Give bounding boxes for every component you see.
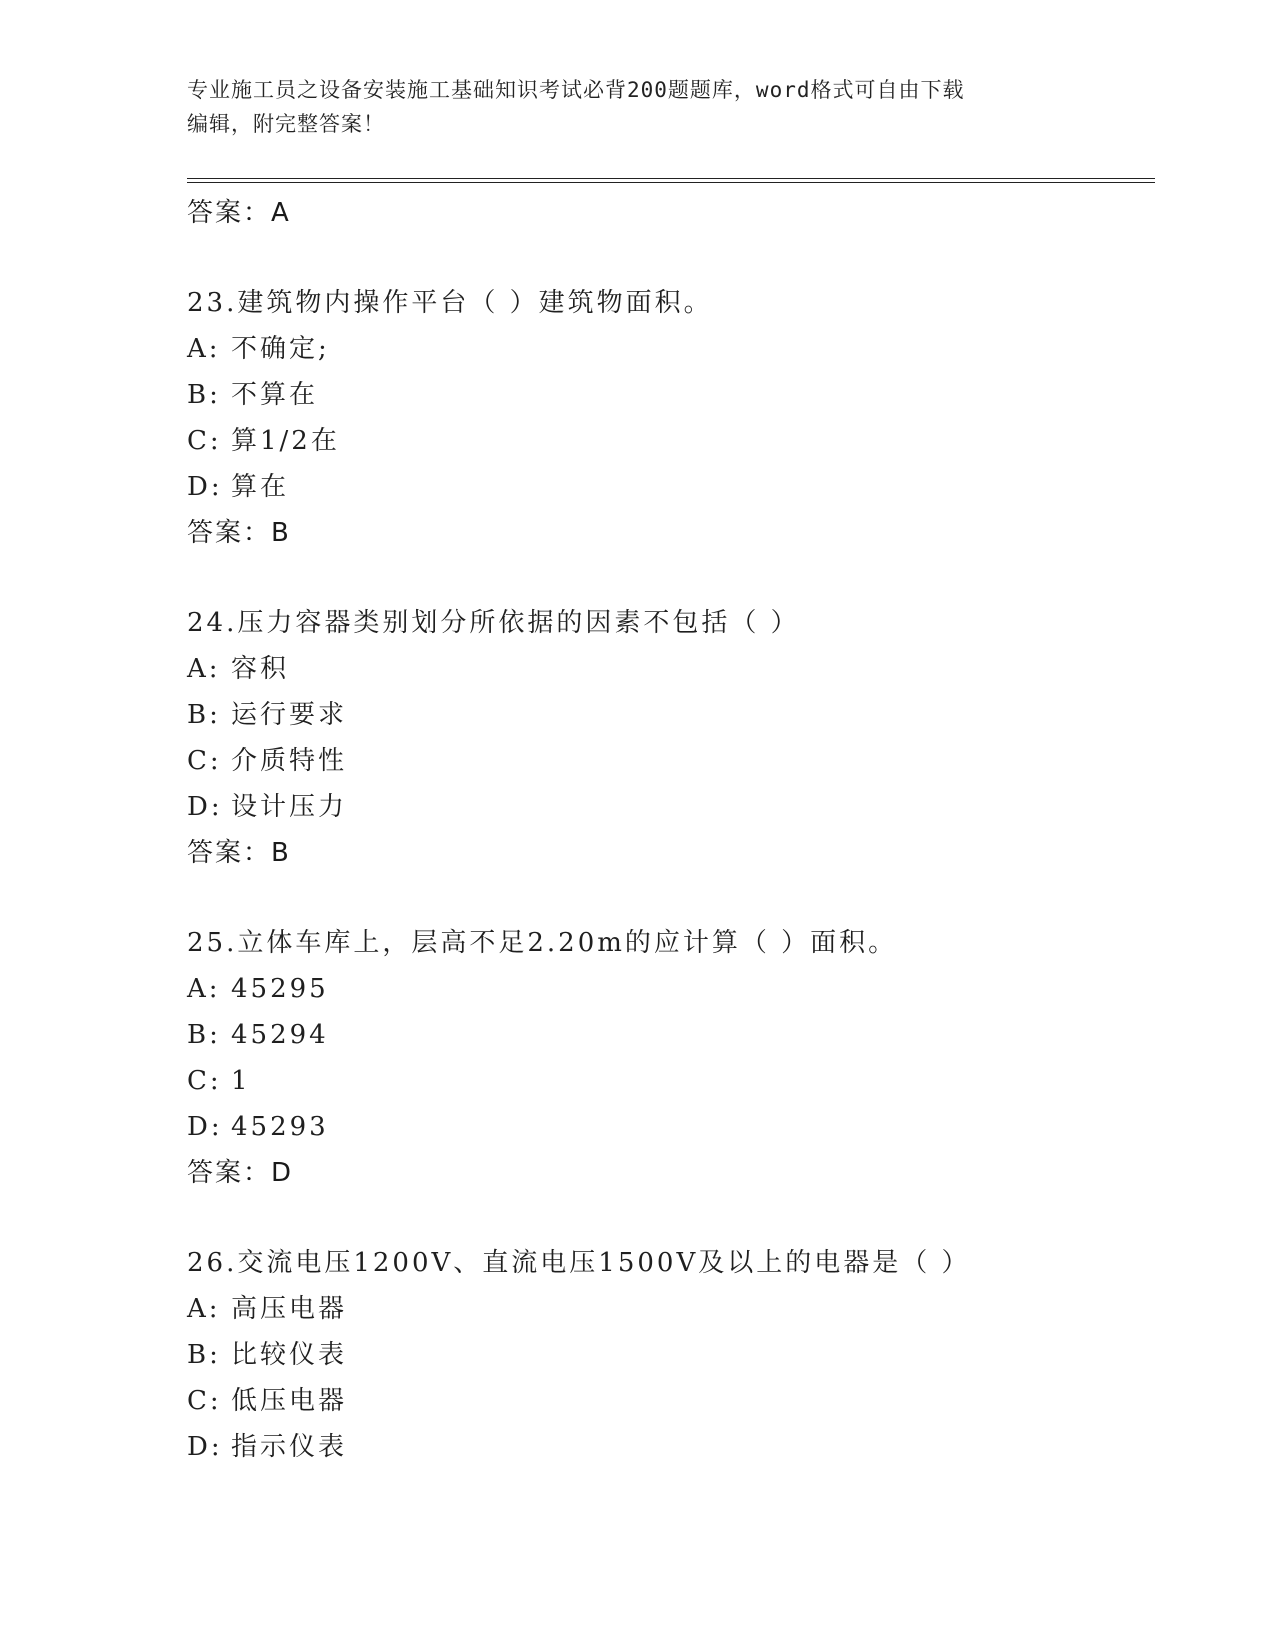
- option-a: [187, 1286, 1155, 1332]
- option-text: 设计压力: [231, 792, 348, 822]
- question-list: [187, 190, 1155, 1470]
- option-text: 45294: [231, 1020, 329, 1050]
- question-stem: 25.立体车库上，层高不足2.20m的应计算（ ）面积。: [187, 928, 898, 958]
- question-item: [187, 280, 1155, 556]
- question-item: [187, 1240, 1155, 1470]
- option-label: B:: [187, 1340, 221, 1370]
- option-label: C:: [187, 426, 222, 456]
- question-item: [187, 920, 1155, 1196]
- option-label: A:: [187, 1294, 221, 1324]
- option-text: 容积: [231, 654, 290, 684]
- option-label: B:: [187, 700, 221, 730]
- option-b: [187, 1332, 1155, 1378]
- option-d: [187, 1104, 1155, 1150]
- answer-line: 答案：B: [187, 838, 291, 868]
- question-stem: 24.压力容器类别划分所依据的因素不包括（ ）: [187, 608, 800, 638]
- header-title-line-1: 专业施工员之设备安装施工基础知识考试必背200题题库，word格式可自由下载: [187, 78, 965, 102]
- option-label: C:: [187, 1386, 222, 1416]
- option-text: 算1/2在: [231, 426, 340, 456]
- option-label: A:: [187, 974, 221, 1004]
- option-label: D:: [187, 472, 223, 502]
- question-stem: 23.建筑物内操作平台（ ）建筑物面积。: [187, 288, 713, 318]
- option-c: [187, 738, 1155, 784]
- previous-answer: 答案：A: [187, 198, 291, 228]
- option-text: 算在: [231, 472, 290, 502]
- option-c: [187, 1378, 1155, 1424]
- option-a: [187, 646, 1155, 692]
- option-label: B:: [187, 1020, 221, 1050]
- option-label: D:: [187, 1432, 223, 1462]
- option-label: A:: [187, 654, 221, 684]
- option-label: C:: [187, 1066, 222, 1096]
- option-text: 45295: [231, 974, 329, 1004]
- option-label: B:: [187, 380, 221, 410]
- option-label: D:: [187, 1112, 223, 1142]
- option-text: 指示仪表: [231, 1432, 348, 1462]
- question-item: [187, 600, 1155, 876]
- option-b: [187, 372, 1155, 418]
- option-d: [187, 784, 1155, 830]
- header-title-line-2: 编辑，附完整答案！: [187, 112, 385, 136]
- option-text: 不算在: [231, 380, 319, 410]
- answer-line: 答案：B: [187, 518, 291, 548]
- option-label: D:: [187, 792, 223, 822]
- option-d: [187, 1424, 1155, 1470]
- option-text: 比较仪表: [231, 1340, 348, 1370]
- header-divider: [187, 178, 1155, 183]
- option-text: 运行要求: [231, 700, 348, 730]
- document-header: [187, 73, 1067, 141]
- option-c: [187, 418, 1155, 464]
- option-b: [187, 692, 1155, 738]
- option-text: 高压电器: [231, 1294, 348, 1324]
- question-stem: 26.交流电压1200V、直流电压1500V及以上的电器是（ ）: [187, 1248, 971, 1278]
- option-a: [187, 966, 1155, 1012]
- option-c: [187, 1058, 1155, 1104]
- option-text: 介质特性: [231, 746, 348, 776]
- option-text: 低压电器: [231, 1386, 348, 1416]
- option-a: [187, 326, 1155, 372]
- answer-line: 答案：D: [187, 1158, 294, 1188]
- option-label: C:: [187, 746, 222, 776]
- option-label: A:: [187, 334, 221, 364]
- option-text: 45293: [231, 1112, 329, 1142]
- option-text: 不确定;: [231, 334, 330, 364]
- option-text: 1: [231, 1066, 251, 1096]
- option-b: [187, 1012, 1155, 1058]
- option-d: [187, 464, 1155, 510]
